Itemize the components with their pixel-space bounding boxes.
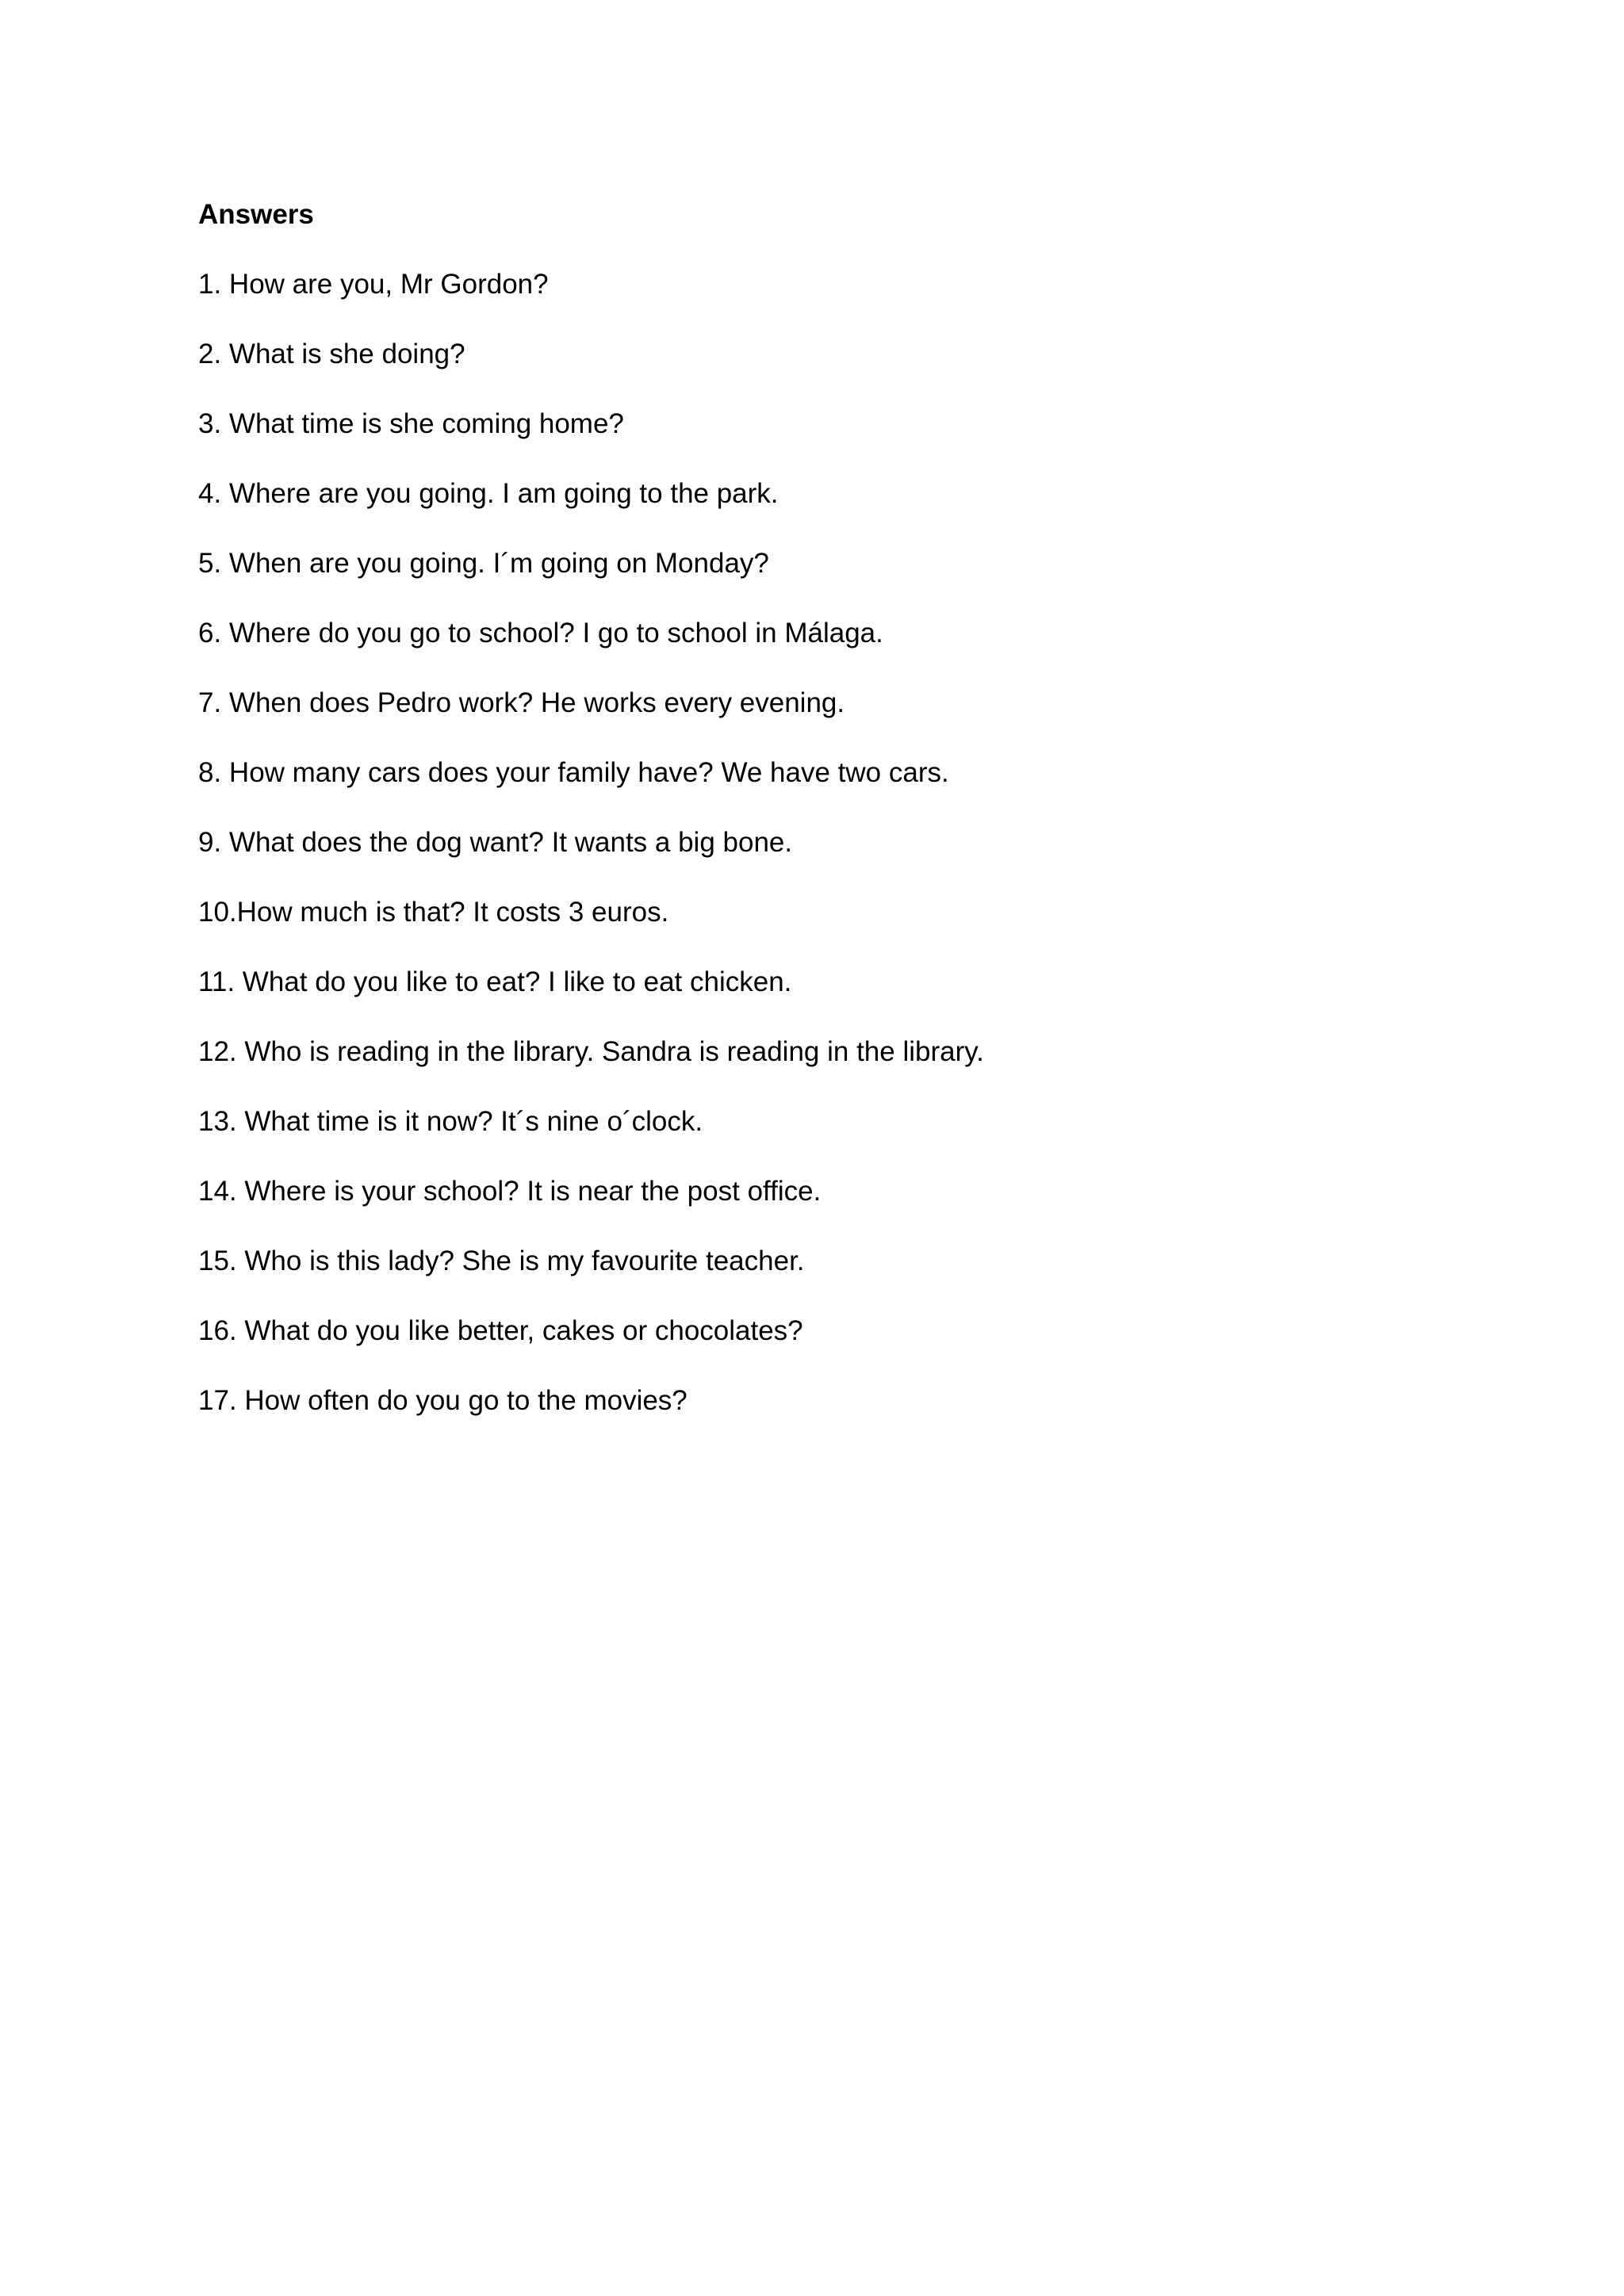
answer-item-17: 17. How often do you go to the movies?: [198, 1385, 688, 1416]
answer-list: [198, 262, 1427, 1423]
answer-item-13: 13. What time is it now? It´s nine o´clock.: [198, 1106, 703, 1137]
answer-item-8: 8. How many cars does your family have? We have two cars.: [198, 757, 949, 788]
answer-item-5: 5. When are you going. I´m going on Monday?: [198, 548, 769, 579]
answer-item-2: 2. What is she doing?: [198, 339, 465, 369]
answer-item-11: 11. What do you like to eat? I like to eat chicken.: [198, 966, 792, 997]
page-heading: Answers: [198, 199, 314, 230]
answer-item-9: 9. What does the dog want? It wants a big bone.: [198, 827, 793, 858]
answer-item-16: 16. What do you like better, cakes or chocolates?: [198, 1315, 803, 1346]
answer-item-12: 12. Who is reading in the library. Sandra is reading in the library.: [198, 1036, 984, 1067]
answer-item-15: 15. Who is this lady? She is my favourite teacher.: [198, 1246, 805, 1276]
page-content: [198, 193, 1427, 1448]
answer-item-7: 7. When does Pedro work? He works every evening.: [198, 687, 845, 718]
answer-item-10: 10.How much is that? It costs 3 euros.: [198, 897, 669, 928]
answer-item-4: 4. Where are you going. I am going to the park.: [198, 478, 779, 509]
answer-item-3: 3. What time is she coming home?: [198, 408, 624, 439]
answer-item-6: 6. Where do you go to school? I go to school in Málaga.: [198, 618, 883, 649]
answer-item-1: 1. How are you, Mr Gordon?: [198, 269, 549, 300]
answer-item-14: 14. Where is your school? It is near the post office.: [198, 1176, 822, 1207]
